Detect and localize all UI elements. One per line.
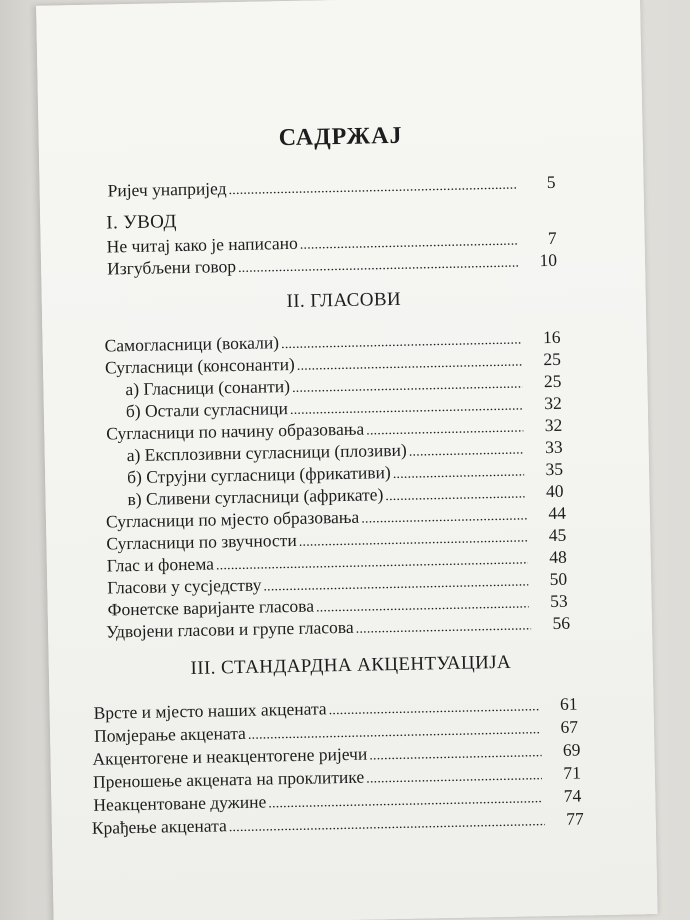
toc-entry-page: 45: [548, 524, 567, 546]
toc-leader-dots: [229, 811, 545, 839]
toc-entry-page: 35: [545, 458, 564, 480]
toc-leader-dots: [238, 253, 518, 280]
toc-entry-preface: [107, 171, 555, 202]
toc-entry-page: 77: [566, 808, 584, 829]
toc-entry-title: Сугласници по мјесто образовања: [105, 506, 360, 532]
toc-entry-page: 67: [560, 716, 579, 737]
toc-entry-title: Помјерање акцената: [93, 722, 247, 746]
toc-entry-page: 53: [549, 590, 568, 612]
toc-entry-title: Глас и фонема: [106, 553, 215, 576]
toc-entry-title: Не читај како је написано: [106, 232, 298, 257]
toc-entry-page: 69: [562, 739, 581, 760]
toc-entry-title: Сугласници (консонанти): [104, 353, 295, 378]
toc-entry-page: 56: [552, 612, 571, 633]
toc-entry-title: Крађење акцената: [91, 815, 227, 838]
toc-entry-title: Ријеч унапријед: [107, 178, 227, 201]
toc-entry-page: 7: [547, 227, 557, 249]
toc-entry-title: Преношење акцената на проклитике: [92, 766, 365, 792]
section-title-accentuation: III. СТАНДАРДНА АКЦЕНТУАЦИЈА: [190, 651, 512, 679]
toc-entry-page: 48: [549, 546, 567, 568]
toc-entry-title: Врсте и мјесто наших акцената: [93, 698, 327, 723]
section-title-intro: I. УВОД: [106, 211, 177, 234]
toc-entry-title: в) Сливени сугласници (африкате): [127, 484, 384, 510]
toc-leader-dots: [355, 615, 531, 640]
toc-entry-title: Акцентогене и неакцентогене ријечи: [92, 743, 368, 769]
toc-entry-page: 40: [545, 480, 564, 502]
toc-entry-page: 5: [546, 171, 556, 193]
toc-entry-title: Самогласници (вокали): [104, 332, 280, 356]
toc-entry-title: а) Гласници (сонанти): [125, 375, 291, 400]
toc-entry-page: 25: [543, 348, 562, 370]
toc-entry-title: Сугласници по звучности: [106, 529, 297, 554]
toc-entry-title: Фонетске варијанте гласова: [107, 595, 315, 620]
toc-entry-page: 32: [544, 392, 562, 414]
toc-entry-page: 71: [563, 762, 582, 783]
toc-entry-title: б) Остали сугласници: [125, 398, 289, 422]
toc-leader-dots: [228, 175, 516, 203]
toc-entry-title: Сугласници по начину образовања: [106, 418, 365, 444]
toc-entry-title: а) Експлозивни сугласници (плозиви): [126, 439, 407, 466]
section-title-sounds: II. ГЛАСОВИ: [286, 288, 402, 313]
book-page: [36, 0, 658, 920]
toc-entry-page: 61: [559, 693, 578, 714]
toc-entry-title: Неакцентоване дужине: [93, 791, 267, 815]
toc-entry-title: Гласови у сусједству: [107, 574, 262, 598]
toc-entry-page: 44: [548, 502, 567, 524]
toc-entry-title: б) Струјни сугласници (фрикативи): [126, 462, 391, 488]
toc-entry-title: Изгубљени говор: [106, 256, 237, 279]
toc-entry-page: 33: [544, 436, 563, 458]
toc-entry-page: 16: [542, 326, 561, 348]
toc-entry-page: 32: [544, 414, 563, 436]
toc-entry-title: Удвојени гласови и групе гласова: [105, 616, 354, 642]
toc-entry-page: 74: [563, 785, 582, 806]
toc-entry-page: 50: [549, 568, 568, 590]
page-title: САДРЖАЈ: [278, 122, 403, 152]
toc-entry-page: 25: [543, 370, 562, 392]
toc-entry-page: 10: [539, 249, 558, 271]
